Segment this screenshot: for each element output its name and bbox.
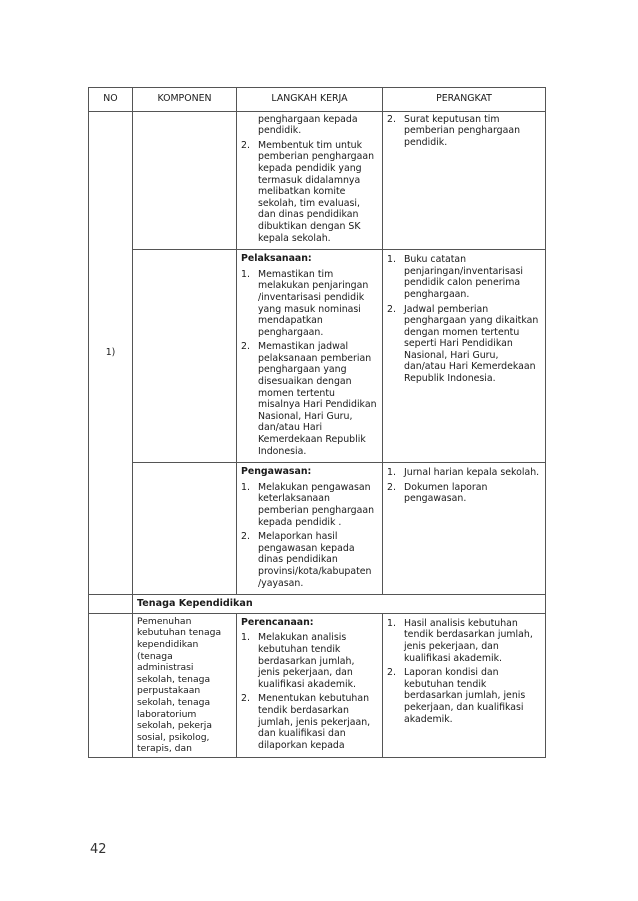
komponen-cell bbox=[133, 463, 237, 595]
list-item-text: Dokumen laporan pengawasan. bbox=[404, 481, 488, 505]
list-item-number: 2. bbox=[387, 303, 396, 315]
list-item-text: Melaporkan hasil pengawasan kepada dinas pendidikan provinsi/kota/kabupaten /yayasan. bbox=[258, 531, 372, 589]
list-item-number: 2. bbox=[387, 667, 396, 679]
perangkat-cell bbox=[383, 463, 546, 595]
list-item bbox=[241, 114, 378, 137]
list-item-number: 2. bbox=[241, 531, 250, 543]
list-item bbox=[387, 254, 541, 300]
list-item-number: 1. bbox=[241, 481, 250, 493]
list-item bbox=[241, 140, 378, 244]
list-item-text: Menentukan kebutuhan tendik berdasarkan jumlah, jenis pekerjaan, dan kualifikasi dan dilaporkan kepada bbox=[258, 693, 371, 751]
list-item-text: Melakukan pengawasan keterlaksanaan pemberian penghargaan kepada pendidik . bbox=[258, 481, 375, 528]
header-no: NO bbox=[89, 88, 133, 112]
table-row bbox=[89, 250, 546, 463]
no-cell-empty bbox=[89, 595, 133, 614]
list-item-number: 2. bbox=[241, 693, 250, 705]
list-item bbox=[241, 482, 378, 528]
list-item-number bbox=[241, 114, 258, 137]
perangkat-cell bbox=[383, 111, 546, 250]
table-header-row bbox=[89, 88, 546, 112]
langkah-cell bbox=[237, 463, 383, 595]
list-item bbox=[387, 667, 541, 725]
list-item-number: 1. bbox=[241, 632, 250, 644]
list-item-text: Melakukan analisis kebutuhan tendik berdasarkan jumlah, jenis pekerjaan, dan kualifikasi akademik. bbox=[258, 632, 357, 690]
list-item bbox=[241, 269, 378, 339]
list-item-number: 1. bbox=[387, 467, 396, 479]
list-item-number: 2. bbox=[241, 139, 250, 151]
perangkat-cell bbox=[383, 250, 546, 463]
list-item-text: penghargaan kepada pendidik. bbox=[258, 113, 358, 137]
section-title: Tenaga Kependidikan bbox=[133, 595, 546, 614]
section-row bbox=[89, 595, 546, 614]
list-item-number: 2. bbox=[387, 113, 396, 125]
langkah-cell bbox=[237, 250, 383, 463]
no-cell-empty bbox=[89, 613, 133, 757]
list-item-text: Surat keputusan tim pemberian penghargaan pendidik. bbox=[404, 113, 521, 148]
list-item bbox=[387, 114, 541, 149]
list-item-text: Jurnal harian kepala sekolah. bbox=[404, 467, 540, 479]
komponen-cell: Pemenuhan kebutuhan tenaga kependidikan (tenaga administrasi sekolah, tenaga perpustakaan sekolah, tenaga laboratorium sekolah, pekerja sosial, psikolog, terapis, dan bbox=[133, 613, 237, 757]
row-number: 1) bbox=[89, 111, 133, 595]
list-item-text: Membentuk tim untuk pemberian penghargaan kepada pendidik yang termasuk didalamnya melibatkan komite sekolah, tim evaluasi, dan dinas pendidikan dibuktikan dengan SK kepala sekolah. bbox=[258, 139, 375, 244]
table-row bbox=[89, 613, 546, 757]
list-item bbox=[387, 482, 541, 505]
list-item bbox=[241, 341, 378, 457]
list-item bbox=[387, 467, 541, 479]
list-item-text: Hasil analisis kebutuhan tendik berdasarkan jumlah, jenis pekerjaan, dan kualifikasi akademik. bbox=[404, 617, 533, 664]
stage-title: Perencanaan: bbox=[241, 616, 314, 628]
list-item-number: 2. bbox=[241, 341, 250, 353]
header-perangkat: PERANGKAT bbox=[383, 88, 546, 112]
header-langkah-kerja: LANGKAH KERJA bbox=[237, 88, 383, 112]
page-number: 42 bbox=[90, 842, 107, 857]
list-item-text: Buku catatan penjaringan/inventarisasi pendidik calon penerima penghargaan. bbox=[404, 254, 524, 300]
perangkat-cell bbox=[383, 613, 546, 757]
stage-title: Pelaksanaan: bbox=[241, 253, 312, 265]
table-row bbox=[89, 463, 546, 595]
list-item bbox=[241, 632, 378, 690]
list-item-text: Laporan kondisi dan kebutuhan tendik berdasarkan jumlah, jenis pekerjaan, dan kualifikasi akademik. bbox=[404, 667, 526, 725]
list-item-text: Jadwal pemberian penghargaan yang dikaitkan dengan momen tertentu seperti Hari Pendidikan Nasional, Hari Guru, dan/atau Hari Kemerdekaan Republik Indonesia. bbox=[404, 303, 539, 385]
list-item-number: 1. bbox=[241, 268, 250, 280]
komponen-cell bbox=[133, 111, 237, 250]
list-item bbox=[241, 693, 378, 751]
komponen-cell bbox=[133, 250, 237, 463]
list-item bbox=[387, 304, 541, 385]
list-item-number: 2. bbox=[387, 481, 396, 493]
table-row bbox=[89, 111, 546, 250]
langkah-cell bbox=[237, 613, 383, 757]
work-steps-table bbox=[88, 87, 546, 758]
list-item-number: 1. bbox=[387, 254, 396, 266]
langkah-cell bbox=[237, 111, 383, 250]
header-komponen: KOMPONEN bbox=[133, 88, 237, 112]
list-item bbox=[387, 618, 541, 664]
stage-title: Pengawasan: bbox=[241, 466, 312, 478]
list-item-number: 1. bbox=[387, 617, 396, 629]
list-item-text: Memastikan jadwal pelaksanaan pemberian penghargaan yang disesuaikan dengan momen tertentu misalnya Hari Pendidikan Nasional, Hari Guru, dan/atau Hari Kemerdekaan Republik Indonesia. bbox=[258, 341, 377, 457]
list-item-text: Memastikan tim melakukan penjaringan /inventarisasi pendidik yang masuk nominasi mendapatkan penghargaan. bbox=[258, 268, 369, 338]
list-item bbox=[241, 531, 378, 589]
